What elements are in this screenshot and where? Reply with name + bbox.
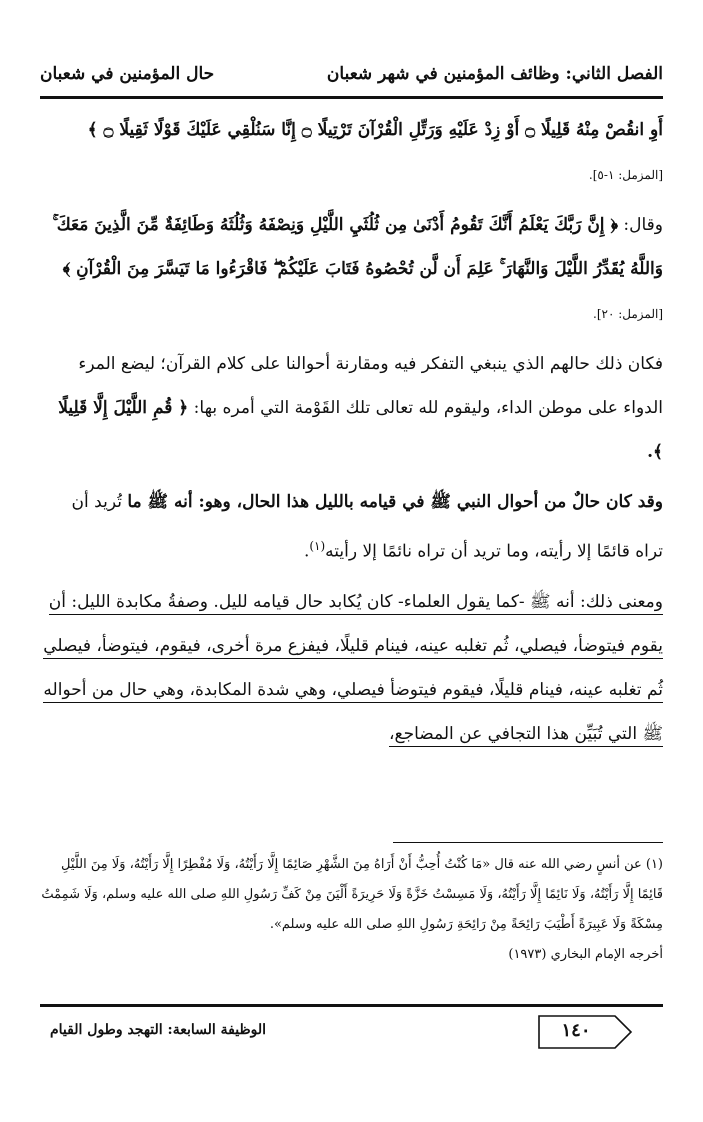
quran-verse-1: أَوِ انقُصْ مِنْهُ قَلِيلًا ۝ أَوْ زِدْ عَلَيْهِ وَرَتِّلِ الْقُرْآنَ تَرْتِيلًا ۝ إِنَّا سَنُلْقِي عَلَيْكَ قَوْلًا ثَقِيلًا ۝ ﴾ xyxy=(87,120,663,140)
verse-reference-2: [المزمل: ٢٠]. xyxy=(593,307,663,321)
page-footer xyxy=(40,1014,663,1054)
header-rule xyxy=(40,96,663,99)
footnote-marker: (١) xyxy=(309,539,326,553)
footnote-source: أخرجه الإمام البخاري (١٩٧٣) xyxy=(508,947,663,962)
quran-verse-3: ﴿ قُمِ اللَّيْلَ إِلَّا قَلِيلًا ﴾. xyxy=(58,398,663,462)
verse-paragraph-1 xyxy=(40,108,663,197)
footnote xyxy=(40,850,663,970)
paragraph-4-text: تُريد أن تراه قائمًا إلا رأيته، وما تريد أن تراه نائمًا إلا رأيته xyxy=(71,492,663,562)
running-title: حال المؤمنين في شعبان xyxy=(40,64,215,84)
footnote-text: (١) عن أنسٍ رضي الله عنه قال «مَا كُنْتُ أُحِبُّ أَنْ أَرَاهُ مِنَ الشَّهْرِ صَائِمًا إِلَّا رَأَيْتُهُ، وَلَا مُفْطِرًا إِلَّا رَأَيْتُهُ، وَلَا مِنَ اللَّيْلِ قَائِمًا إِلَّا رَأَيْتُهُ، وَلَا نَائِمًا إِلَّا رَأَيْتُهُ، وَلَا مَسِسْتُ خَزَّةً وَلَا حَرِيرَةً أَلْيَنَ مِنْ كَفِّ رَسُولِ اللهِ صلى الله عليه وسلم، وَلَا شَمِمْتُ مِسْكَةً وَلَا عَبِيرَةً أَطْيَبَ رَائِحَةً مِنْ رَائِحَةِ رَسُولِ اللهِ صلى الله عليه وسلم». xyxy=(41,857,663,932)
quran-verse-2: ﴿ إِنَّ رَبَّكَ يَعْلَمُ أَنَّكَ تَقُومُ أَدْنَىٰ مِن ثُلُثَيِ اللَّيْلِ وَنِصْفَهُ وَثُلُثَهُ وَطَائِفَةٌ مِّنَ الَّذِينَ مَعَكَ ۚ وَاللَّهُ يُقَدِّرُ اللَّيْلَ وَالنَّهَارَ ۚ عَلِمَ أَن لَّن تُحْصُوهُ فَتَابَ عَلَيْكُمْ ۖ فَاقْرَءُوا مَا تَيَسَّرَ مِنَ الْقُرْآنِ ﴾ xyxy=(52,215,663,279)
paragraph-4-end: . xyxy=(303,541,310,562)
chapter-title: الفصل الثاني: وظائف المؤمنين في شهر شعبان xyxy=(326,64,663,84)
verse-reference-1: [المزمل: ١-٥]. xyxy=(588,168,663,182)
paragraph-3 xyxy=(40,342,663,474)
paragraph-3-text: فكان ذلك حالهم الذي ينبغي التفكر فيه ومقارنة أحوالنا على كلام القرآن؛ ليضع المرء الدواء على موطن الداء، وليقوم لله تعالى تلك القَوْمة التي أمره بها: xyxy=(78,354,663,418)
verse-paragraph-2 xyxy=(40,203,663,336)
verse-intro: وقال: xyxy=(623,215,663,235)
page-number: ١٤٠ xyxy=(561,1020,591,1041)
page-number-badge xyxy=(537,1014,633,1050)
main-text xyxy=(40,108,663,762)
paragraph-5 xyxy=(40,580,663,756)
footnote-rule xyxy=(393,842,663,843)
page-header xyxy=(40,60,663,96)
footer-section-title: الوظيفة السابعة: التهجد وطول القيام xyxy=(50,1022,266,1038)
paragraph-4 xyxy=(40,480,663,574)
footer-rule xyxy=(40,1004,663,1007)
paragraph-4-bold: وقد كان حالٌ من أحوال النبي ﷺ في قيامه بالليل هذا الحال، وهو: أنه ﷺ ما xyxy=(127,492,663,512)
paragraph-5-text: ومعنى ذلك: أنه ﷺ -كما يقول العلماء- كان يُكابد حال قيامه لليل. وصفةُ مكابدة الليل: أن يقوم فيتوضأ، فيصلي، ثُم تغلبه عينه، فينام قليلًا، فيفزع مرة أخرى، فيقوم، فيتوضأ، فيصلي ثُم تغلبه عينه، فينام قليلًا، فيقوم فيتوضأ فيصلي، وهي شدة المكابدة، وهي حال من أحواله ﷺ التي تُبَيِّن هذا التجافي عن المضاجع، xyxy=(43,592,663,747)
